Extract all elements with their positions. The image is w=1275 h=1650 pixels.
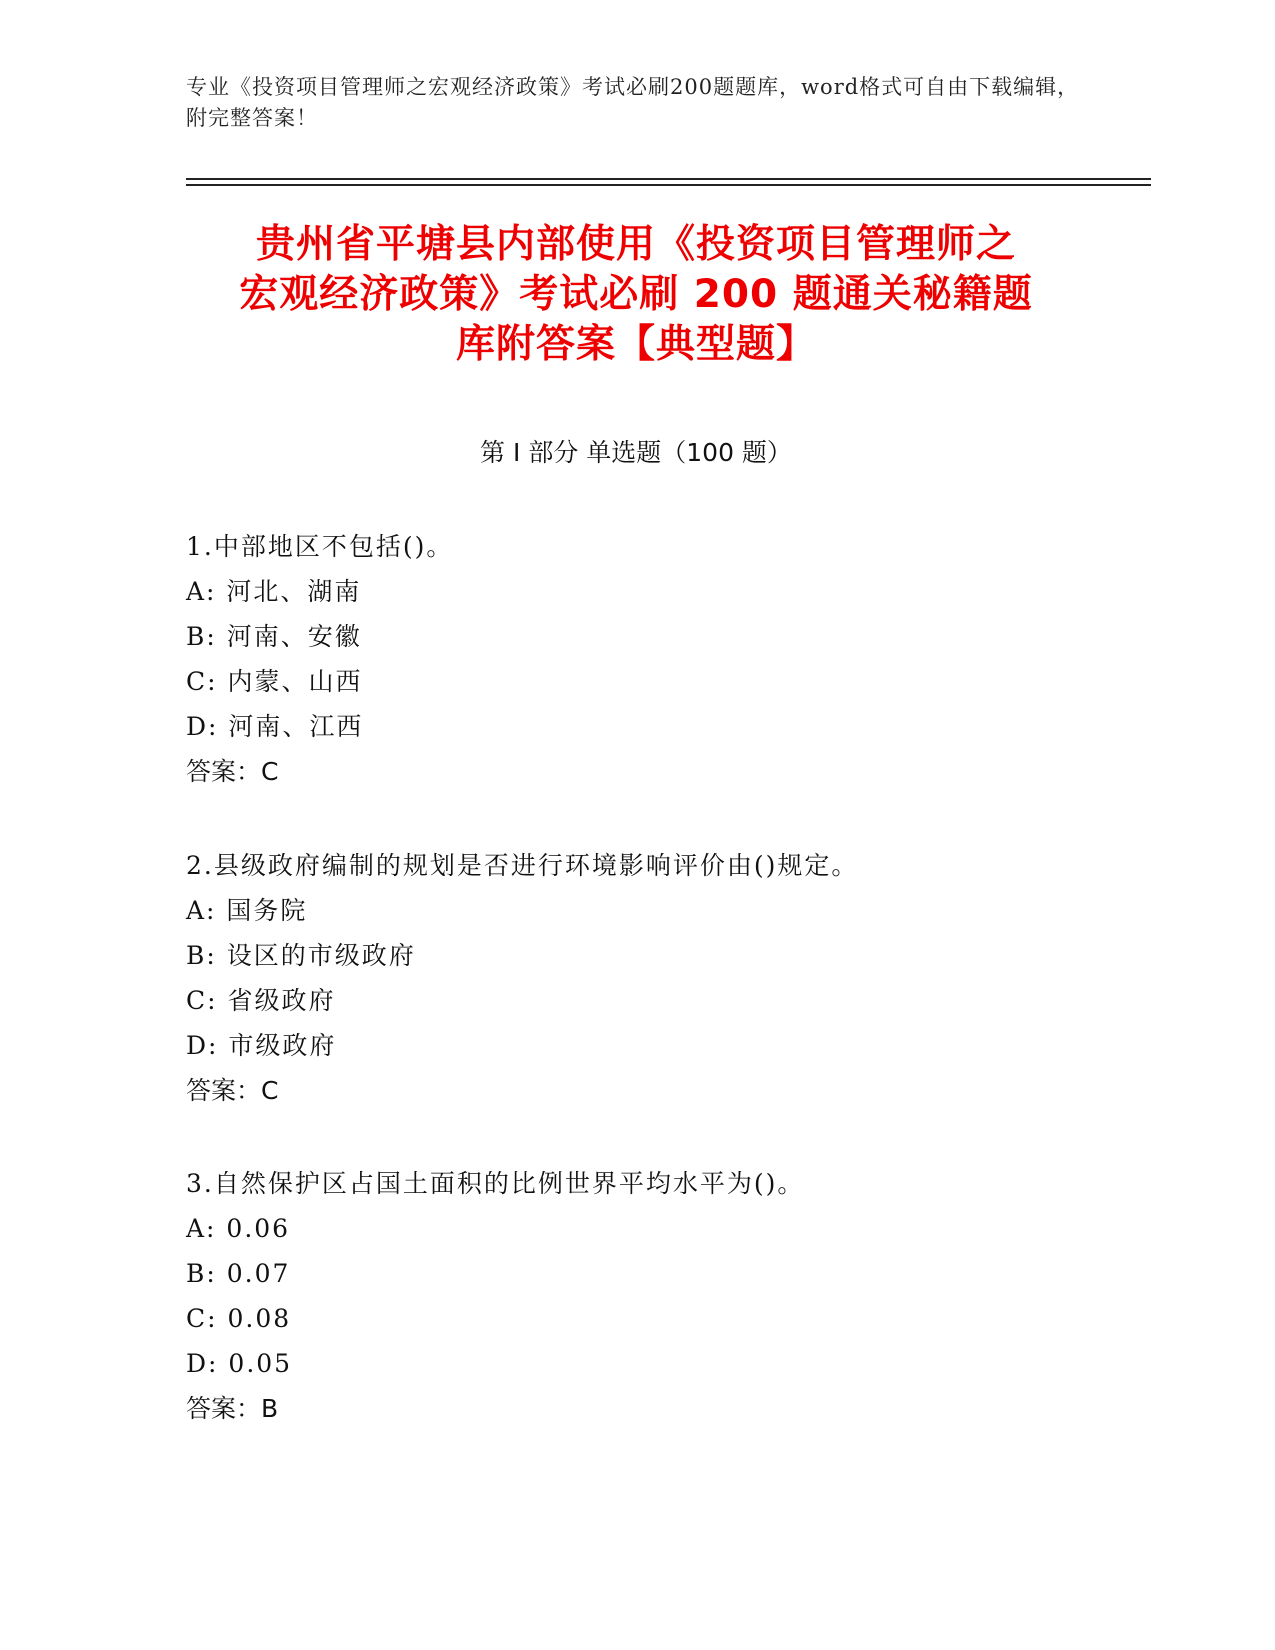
header-note: 专业《投资项目管理师之宏观经济政策》考试必刷200题题库，word格式可自由下载编辑，附完整答案！ [186, 75, 1080, 130]
option-c: C: 内蒙、山西 [186, 667, 363, 696]
section-title: 第 I 部分 单选题（100 题） [480, 438, 792, 467]
answer-line: 答案：C [186, 757, 279, 786]
header-divider-top [186, 178, 1151, 180]
header-divider-bottom [186, 184, 1151, 186]
question-stem: 3.自然保护区占国土面积的比例世界平均水平为()。 [186, 1169, 805, 1198]
question-3 [186, 1161, 1086, 1431]
document-title-line-1: 贵州省平塘县内部使用《投资项目管理师之 [255, 222, 1016, 267]
option-a: A: 0.06 [186, 1214, 291, 1243]
question-stem: 2.县级政府编制的规划是否进行环境影响评价由()规定。 [186, 851, 859, 880]
option-b: B: 设区的市级政府 [186, 941, 416, 970]
option-b: B: 河南、安徽 [186, 622, 362, 651]
option-b: B: 0.07 [186, 1259, 291, 1288]
question-1 [186, 524, 1086, 794]
option-c: C: 0.08 [186, 1304, 292, 1333]
document-title-line-2: 宏观经济政策》考试必刷 200 题通关秘籍题 [239, 272, 1033, 317]
option-d: D: 0.05 [186, 1349, 293, 1378]
question-stem: 1.中部地区不包括()。 [186, 532, 454, 561]
option-d: D: 河南、江西 [186, 712, 364, 741]
document-title-line-3: 库附答案【典型题】 [455, 322, 816, 367]
question-2 [186, 843, 1086, 1113]
option-c: C: 省级政府 [186, 986, 336, 1015]
option-d: D: 市级政府 [186, 1031, 337, 1060]
answer-line: 答案：C [186, 1076, 279, 1105]
option-a: A: 河北、湖南 [186, 577, 362, 606]
document-title [186, 220, 1086, 370]
answer-line: 答案：B [186, 1394, 279, 1423]
option-a: A: 国务院 [186, 896, 308, 925]
